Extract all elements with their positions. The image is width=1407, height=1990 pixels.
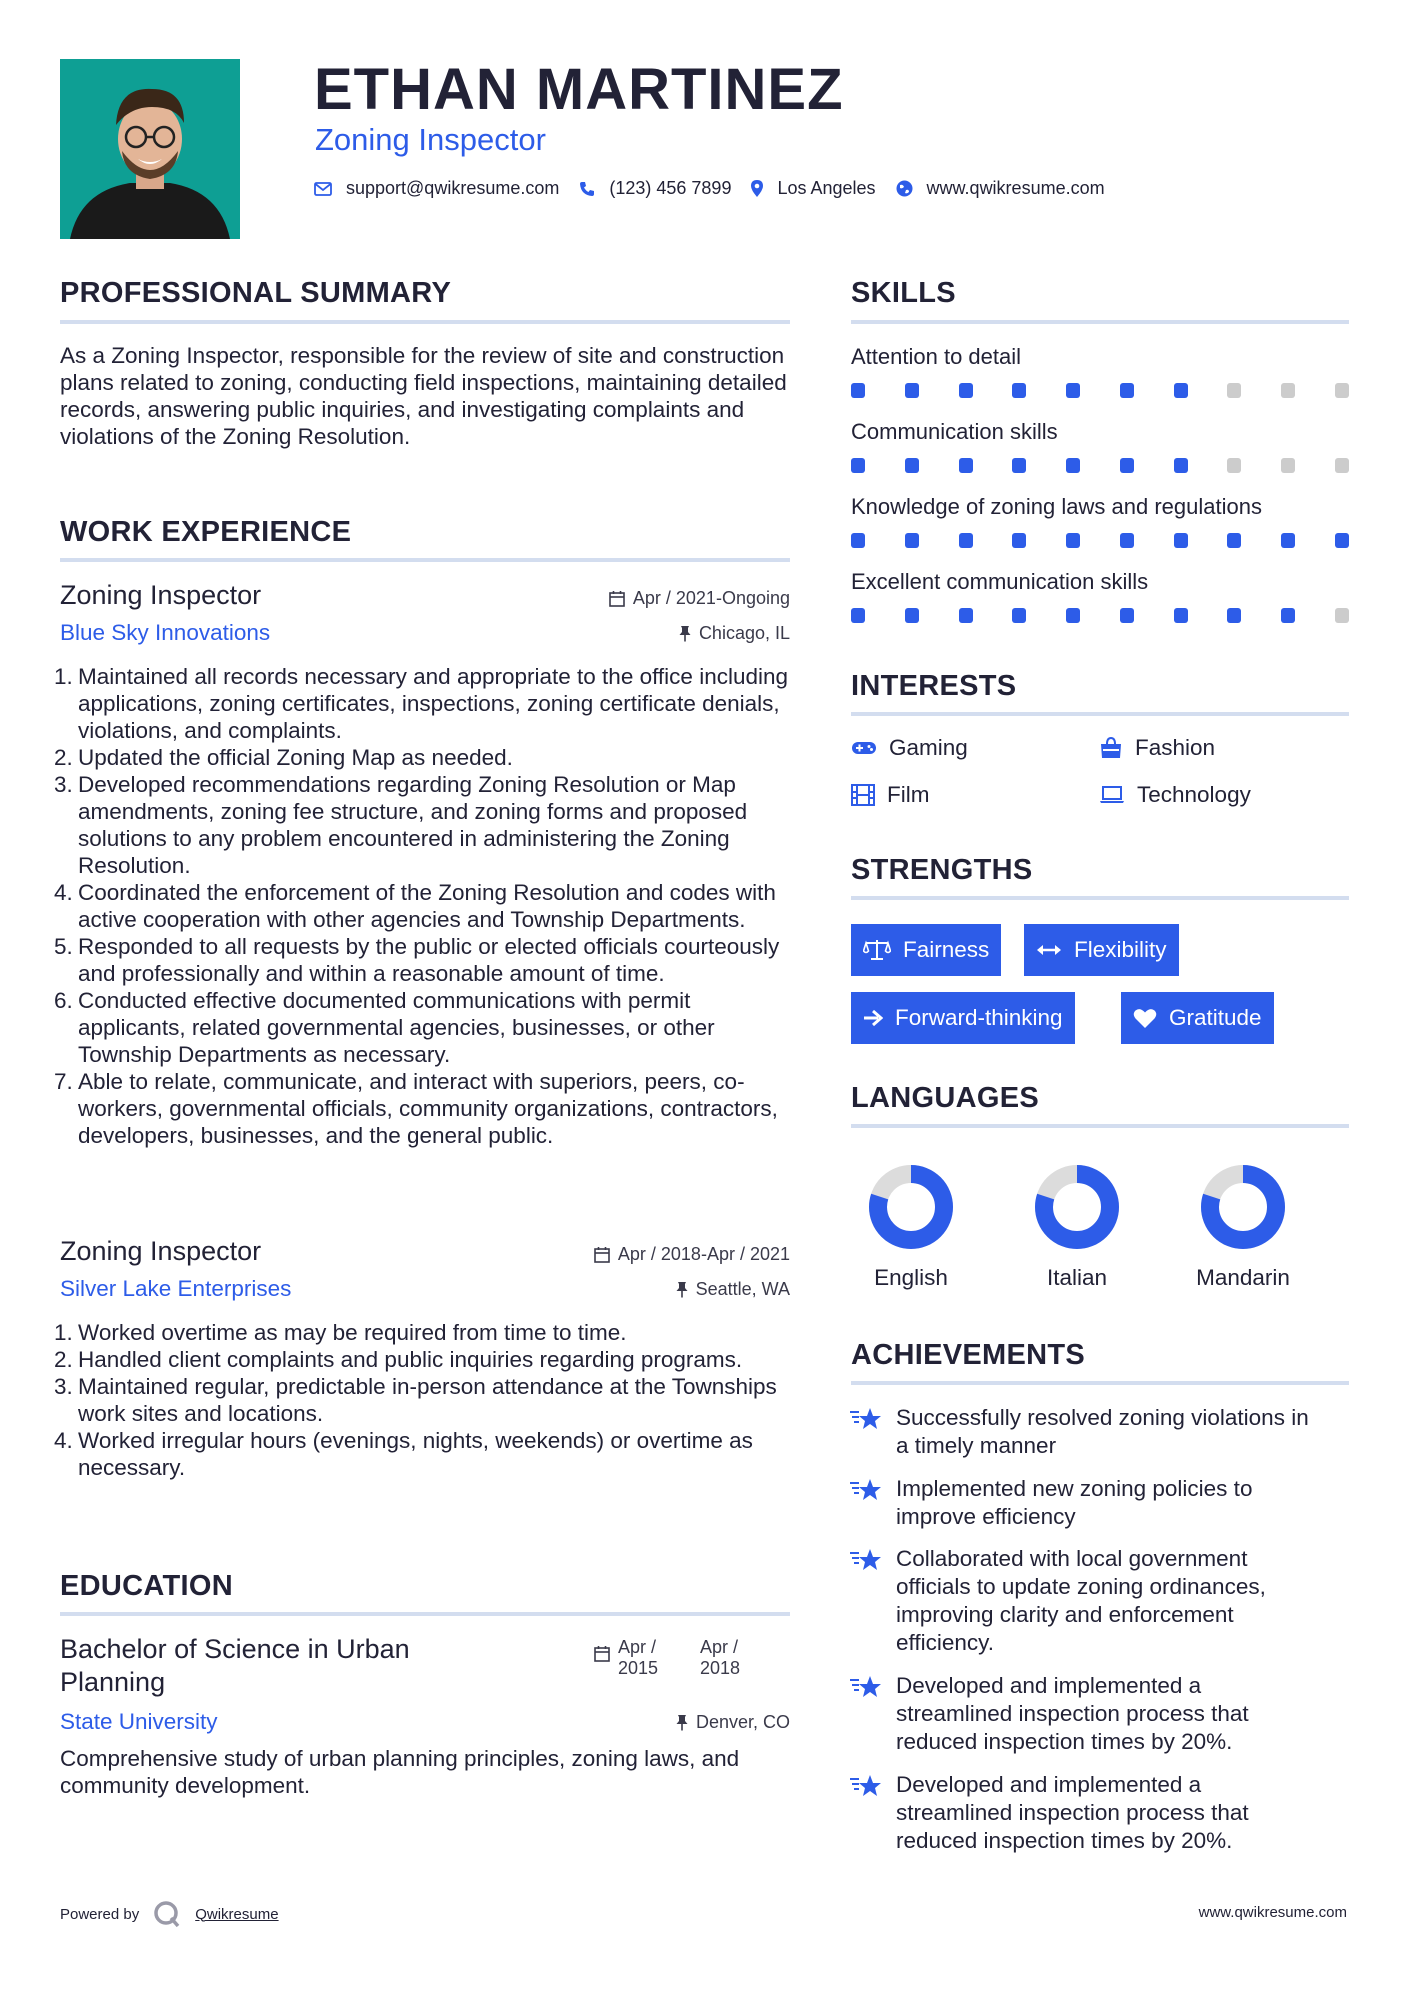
rating-dot-empty [1281, 458, 1295, 473]
calendar-icon [594, 1246, 610, 1263]
languages-divider [851, 1124, 1349, 1128]
achievement-item [850, 1404, 1320, 1460]
job-location-text: Seattle, WA [695, 1279, 790, 1299]
rating-dot-filled [959, 458, 973, 473]
footer-powered-by [60, 1900, 279, 1928]
strength-tag-gratitude [1121, 992, 1274, 1044]
strength-tag-forward-thinking [851, 992, 1075, 1044]
rating-dot-filled [1227, 608, 1241, 623]
interest-label: Film [887, 782, 930, 807]
list-item: 4. Worked irregular hours (evenings, nights, weekends) or overtime as necessary. [54, 1428, 753, 1480]
rating-dot-filled [851, 458, 865, 473]
strength-label: Forward-thinking [895, 1005, 1063, 1030]
rating-dot-filled [1120, 458, 1134, 473]
achievement-item [850, 1771, 1320, 1855]
shooting-star-icon [850, 1475, 882, 1531]
summary-text: As a Zoning Inspector, responsible for the review of site and construction plans related to zoning, conducting field inspections, maintaining detailed records, answering public inquiries, and investigating complaints and violations of the Zoning Resolution. [60, 343, 787, 449]
job-bullets [54, 1319, 795, 1481]
job-dates [440, 1244, 790, 1265]
shooting-star-icon [850, 1404, 882, 1460]
envelope-icon [314, 182, 332, 196]
globe-icon [896, 180, 913, 197]
education-start-date: Apr / 2015 [618, 1637, 659, 1678]
pushpin-icon [676, 1714, 688, 1731]
shooting-star-icon [850, 1771, 882, 1855]
contact-phone[interactable]: (123) 456 7899 [609, 178, 732, 198]
heart-icon [1133, 1008, 1157, 1029]
job-dates [440, 588, 790, 609]
rating-dot-filled [905, 608, 919, 623]
skill-rating [851, 458, 1349, 473]
achievement-item [850, 1672, 1320, 1756]
rating-dot-filled [1335, 533, 1349, 548]
education-divider [60, 1612, 790, 1616]
rating-dot-filled [959, 533, 973, 548]
achievement-text: Successfully resolved zoning violations in a timely manner [896, 1405, 1309, 1458]
qwikresume-logo-icon [153, 1900, 181, 1928]
laptop-icon [1099, 786, 1125, 804]
strength-tag-flexibility [1024, 924, 1179, 976]
job-bullets [54, 663, 795, 1149]
rating-dot-filled [959, 383, 973, 398]
list-item: 5. Responded to all requests by the public or elected officials courteously and professionally and within a reasonable amount of time. [54, 934, 780, 986]
interest-fashion [1099, 735, 1215, 761]
experience-heading: WORK EXPERIENCE [60, 516, 352, 548]
education-location [440, 1712, 790, 1733]
rating-dot-filled [1066, 458, 1080, 473]
achievement-text: Developed and implemented a streamlined inspection process that reduced inspection times by 20%. [896, 1673, 1249, 1754]
list-item: 3. Developed recommendations regarding Zoning Resolution or Map amendments, zoning fee structure, and zoning forms and proposed solutions to any problem encountered in administering the Zoning Resolution. [54, 772, 748, 878]
job-dates-text: Apr / 2018-Apr / 2021 [617, 1244, 790, 1264]
phone-icon [579, 181, 595, 197]
interests-divider [851, 712, 1349, 716]
rating-dot-filled [1120, 383, 1134, 398]
job-location-text: Chicago, IL [698, 623, 790, 643]
rating-dot-filled [1066, 608, 1080, 623]
achievement-text: Implemented new zoning policies to improve efficiency [896, 1476, 1253, 1529]
strengths-heading: STRENGTHS [851, 854, 1033, 886]
rating-dot-filled [1120, 533, 1134, 548]
rating-dot-empty [1335, 608, 1349, 623]
summary-divider [60, 320, 790, 324]
map-pin-icon [751, 180, 763, 197]
list-item: 2. Updated the official Zoning Map as needed. [54, 745, 513, 770]
languages-heading: LANGUAGES [851, 1082, 1039, 1114]
list-item: 1. Worked overtime as may be required from time to time. [54, 1320, 627, 1345]
strength-label: Flexibility [1074, 937, 1167, 962]
skill-rating [851, 383, 1349, 398]
achievements-divider [851, 1381, 1349, 1385]
job-title: Zoning Inspector [60, 1236, 262, 1266]
language-name: English [874, 1265, 948, 1290]
contact-bar [314, 178, 1125, 199]
rating-dot-filled [905, 383, 919, 398]
education-description: Comprehensive study of urban planning principles, zoning laws, and community development. [60, 1746, 740, 1798]
skills-divider [851, 320, 1349, 324]
rating-dot-empty [1281, 383, 1295, 398]
education-end-date: Apr / 2018 [700, 1637, 741, 1678]
interest-label: Fashion [1135, 735, 1216, 760]
rating-dot-filled [1174, 383, 1188, 398]
skill-rating [851, 608, 1349, 623]
experience-divider [60, 558, 790, 562]
job-location [440, 1279, 790, 1300]
job-dates-text: Apr / 2021-Ongoing [632, 588, 790, 608]
pushpin-icon [679, 625, 691, 642]
footer-website[interactable]: www.qwikresume.com [1198, 1904, 1347, 1921]
scale-icon [863, 939, 891, 961]
achievement-item [850, 1475, 1320, 1531]
interest-film [851, 782, 929, 808]
shopping-bag-icon [1099, 737, 1123, 759]
job-location [440, 623, 790, 644]
skill-name: Knowledge of zoning laws and regulations [851, 494, 1262, 519]
list-item: 2. Handled client complaints and public inquiries regarding programs. [54, 1347, 743, 1372]
list-item: 4. Coordinated the enforcement of the Zoning Resolution and codes with active cooperation with other agencies and Township Departments. [54, 880, 776, 932]
list-item: 6. Conducted effective documented communications with permit applicants, related governmental agencies, businesses, or other Township Departments as necessary. [54, 988, 715, 1067]
skill-name: Communication skills [851, 419, 1058, 444]
language-donut-english [866, 1162, 956, 1252]
interest-label: Gaming [889, 735, 968, 760]
education-heading: EDUCATION [60, 1570, 233, 1602]
rating-dot-empty [1227, 458, 1241, 473]
strength-label: Fairness [903, 937, 990, 962]
language-donut-italian [1032, 1162, 1122, 1252]
rating-dot-filled [851, 533, 865, 548]
gamepad-icon [851, 740, 877, 756]
rating-dot-empty [1335, 383, 1349, 398]
profile-photo [60, 59, 240, 239]
qwikresume-link[interactable]: Qwikresume [195, 1905, 279, 1923]
calendar-icon [609, 590, 625, 607]
achievement-text: Developed and implemented a streamlined inspection process that reduced inspection times by 20%. [896, 1772, 1249, 1853]
arrow-right-icon [863, 1009, 883, 1027]
contact-website[interactable]: www.qwikresume.com [926, 178, 1105, 198]
calendar-icon [594, 1637, 610, 1679]
contact-location: Los Angeles [777, 178, 876, 198]
interest-label: Technology [1137, 782, 1251, 807]
school-name: State University [60, 1709, 218, 1734]
language-name: Italian [1046, 1265, 1108, 1290]
shooting-star-icon [850, 1545, 882, 1657]
rating-dot-empty [1335, 458, 1349, 473]
education-location-text: Denver, CO [695, 1712, 790, 1732]
education-dates [594, 1637, 748, 1679]
language-donut-mandarin [1198, 1162, 1288, 1252]
rating-dot-filled [1066, 533, 1080, 548]
achievement-text: Collaborated with local government officials to update zoning ordinances, improving clarity and enforcement efficiency. [896, 1546, 1266, 1655]
rating-dot-filled [1120, 608, 1134, 623]
rating-dot-filled [1174, 458, 1188, 473]
skill-name: Excellent communication skills [851, 569, 1149, 594]
list-item: 7. Able to relate, communicate, and interact with superiors, peers, co-workers, governmental officials, community organizations, contractors, developers, businesses, and the general public. [54, 1069, 778, 1148]
interest-technology [1099, 782, 1251, 808]
degree-title: Bachelor of Science in Urban Planning [60, 1634, 410, 1697]
rating-dot-filled [851, 383, 865, 398]
rating-dot-filled [1281, 533, 1295, 548]
rating-dot-filled [1012, 608, 1026, 623]
rating-dot-filled [1066, 383, 1080, 398]
language-name: Mandarin [1196, 1265, 1290, 1290]
rating-dot-filled [1012, 458, 1026, 473]
interests-heading: INTERESTS [851, 670, 1017, 702]
rating-dot-filled [905, 533, 919, 548]
candidate-name: ETHAN MARTINEZ [314, 57, 844, 122]
list-item: 3. Maintained regular, predictable in-person attendance at the Townships work sites and locations. [54, 1374, 777, 1426]
skill-name: Attention to detail [851, 344, 1022, 369]
rating-dot-filled [851, 608, 865, 623]
job-company: Silver Lake Enterprises [60, 1276, 292, 1301]
strength-tag-fairness [851, 924, 1001, 976]
candidate-title: Zoning Inspector [315, 122, 546, 157]
rating-dot-filled [1012, 533, 1026, 548]
skills-heading: SKILLS [851, 277, 956, 309]
rating-dot-filled [1012, 383, 1026, 398]
summary-heading: PROFESSIONAL SUMMARY [60, 277, 452, 309]
pushpin-icon [676, 1281, 688, 1298]
list-item: 1. Maintained all records necessary and appropriate to the office including applications, zoning certificates, inspections, zoning certificate denials, violations, and complaints. [54, 664, 789, 743]
contact-email[interactable]: support@qwikresume.com [346, 178, 560, 198]
achievements-heading: ACHIEVEMENTS [851, 1339, 1086, 1371]
powered-by-label: Powered by [60, 1905, 140, 1923]
interest-gaming [851, 735, 968, 761]
skill-rating [851, 533, 1349, 548]
rating-dot-filled [959, 608, 973, 623]
shooting-star-icon [850, 1672, 882, 1756]
achievement-item [850, 1545, 1320, 1657]
strengths-divider [851, 896, 1349, 900]
rating-dot-empty [1227, 383, 1241, 398]
rating-dot-filled [1174, 608, 1188, 623]
job-title: Zoning Inspector [60, 580, 262, 610]
rating-dot-filled [1281, 608, 1295, 623]
rating-dot-filled [905, 458, 919, 473]
rating-dot-filled [1227, 533, 1241, 548]
rating-dot-filled [1174, 533, 1188, 548]
arrows-horizontal-icon [1036, 943, 1062, 957]
job-company: Blue Sky Innovations [60, 620, 271, 645]
strength-label: Gratitude [1169, 1005, 1262, 1030]
film-icon [851, 784, 875, 806]
